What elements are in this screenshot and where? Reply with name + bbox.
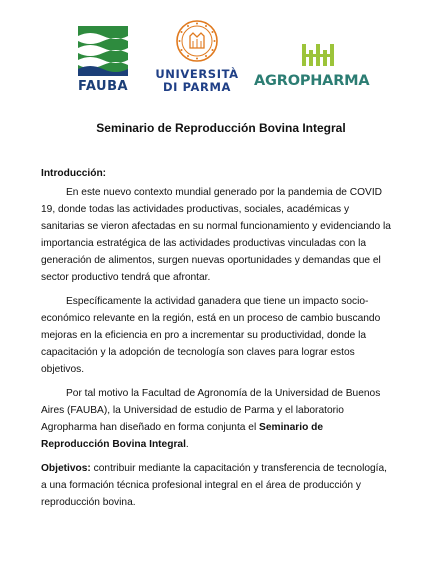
logo-row bbox=[0, 18, 442, 108]
parma-line2: DI PARMA bbox=[162, 80, 232, 94]
paragraph-livestock: Específicamente la actividad ganadera que tiene un impacto socio-económico relevante en la región, está en un proceso de cambio buscando mejoras en la eficiencia en pro a incrementar su productividad, donde la capacitación y la adopción de tecnología son claves para lograr estos objetivos. bbox=[41, 296, 381, 375]
page-title: Seminario de Reproducción Bovina Integral bbox=[96, 121, 346, 135]
fauba-logo bbox=[78, 26, 128, 96]
intro-heading: Introducción: bbox=[41, 168, 107, 179]
paragraph-seminar bbox=[41, 385, 393, 453]
agropharma-logo bbox=[252, 40, 376, 100]
objectives-text: contribuir mediante la capacitación y transferencia de tecnología, a una formación técnica profesional integral en el área de producción y reproducción bovina. bbox=[41, 463, 388, 508]
parma-seal-icon bbox=[152, 18, 242, 66]
paragraph-seminar-end: . bbox=[185, 439, 189, 450]
document-body bbox=[41, 165, 393, 518]
paragraph-objectives bbox=[41, 460, 393, 511]
paragraph-seminar-text: Por tal motivo la Facultad de Agronomía de la Universidad de Buenos Aires (FAUBA), la Universidad de estudio de Parma y el laboratorio Agropharma han diseñado en forma conjunta el bbox=[41, 388, 381, 433]
objectives-label: Objetivos: bbox=[41, 463, 91, 474]
parma-logo bbox=[152, 18, 242, 102]
paragraph-context: En este nuevo contexto mundial generado por la pandemia de COVID 19, donde todas las actividades productivas, sociales, académicas y sanitarias se vieron afectadas en su normal funcionamiento y evidenciando la importancia estratégica de las actividades productivas vinculadas con la generación de alimentos, surgen nuevas oportunidades y demandas que el sector productivo tendrá que afrontar. bbox=[41, 187, 391, 283]
agropharma-logo-text: AGROPHARMA bbox=[254, 73, 370, 89]
fauba-logo-text: FAUBA bbox=[78, 79, 129, 94]
agropharma-mark-icon bbox=[252, 40, 376, 70]
seminar-name-bold: Seminario de Reproducción Bovina Integral bbox=[41, 422, 324, 450]
parma-line1: UNIVERSITÀ bbox=[155, 67, 239, 81]
parma-logo-text bbox=[152, 68, 242, 94]
fauba-wave-icon bbox=[78, 26, 130, 80]
